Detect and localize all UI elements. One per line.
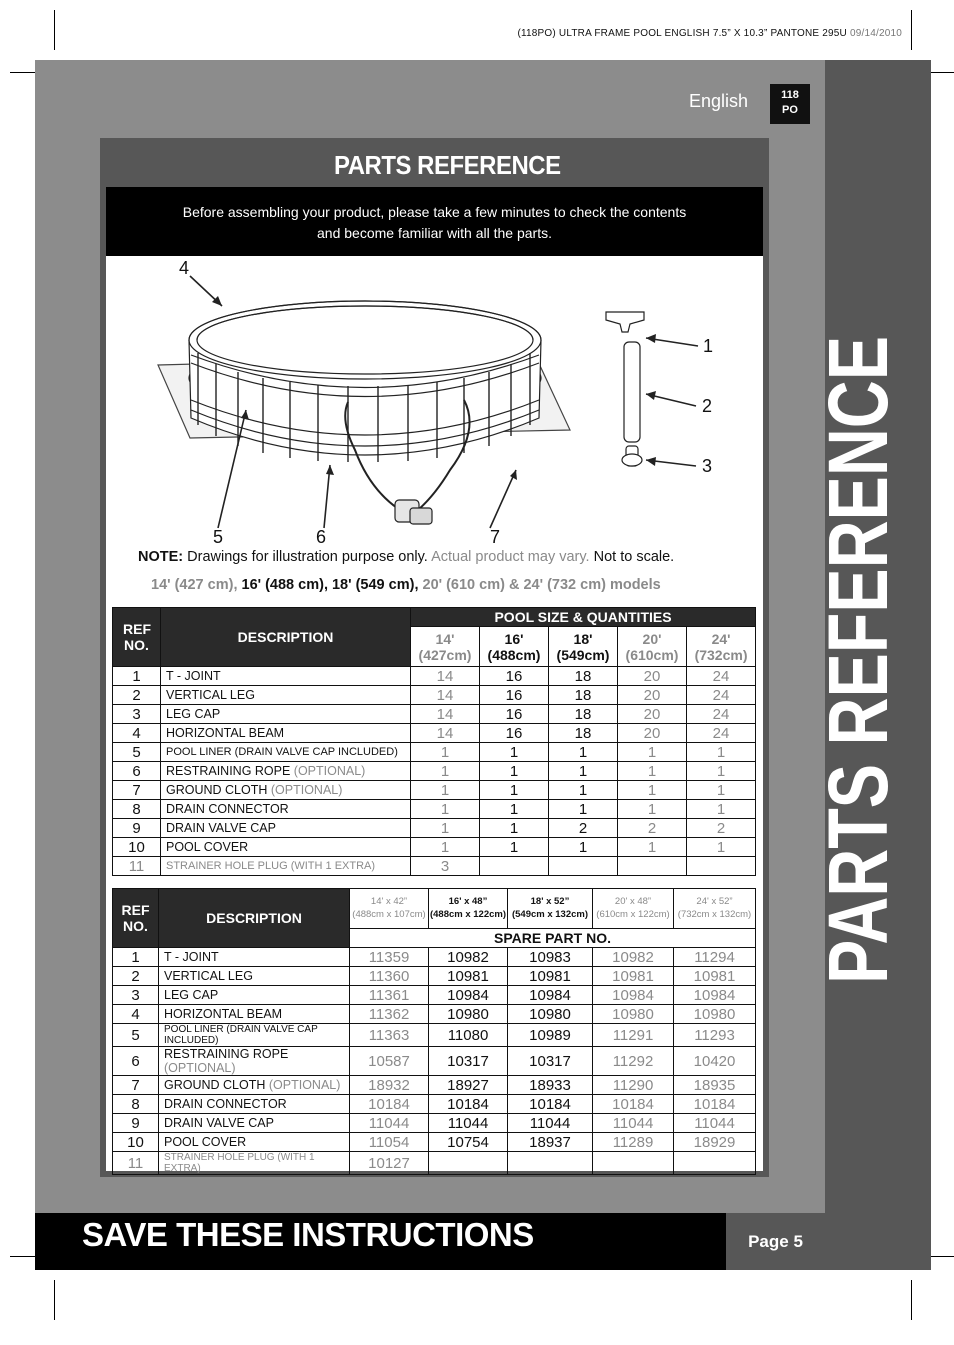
quantity-cell: 3 [411, 857, 480, 876]
models-line [151, 577, 661, 593]
intro-line-2: and become familiar with all the parts. [317, 225, 552, 241]
print-spec: (118PO) ULTRA FRAME POOL ENGLISH 7.5” X 10.3” PANTONE 295U [517, 28, 847, 39]
page-number: Page 5 [726, 1213, 825, 1270]
quantity-cell: 1 [549, 781, 618, 800]
quantity-cell: 1 [549, 800, 618, 819]
description-text: GROUND CLOTH [166, 783, 271, 797]
spare-size-header [350, 889, 429, 929]
part-number-cell: 18932 [350, 1076, 429, 1095]
quantity-cell: 1 [480, 781, 549, 800]
part-number-cell: 10317 [429, 1047, 508, 1076]
crop-mark [911, 10, 912, 50]
print-spec-header [517, 28, 902, 39]
quantity-cell: 1 [687, 838, 756, 857]
part-number-cell: 11044 [350, 1114, 429, 1133]
part-number-cell: 11289 [593, 1133, 674, 1152]
table-row [113, 857, 756, 876]
models-part-2: 16' (488 cm), 18' (549 cm), [241, 577, 423, 593]
table-row [113, 1076, 756, 1095]
qty-size-header: 18' (549cm) [549, 627, 618, 667]
quantity-cell: 1 [549, 838, 618, 857]
part-number-cell: 10317 [508, 1047, 593, 1076]
quantity-cell: 16 [480, 667, 549, 686]
quantity-cell: 14 [411, 705, 480, 724]
part-number-cell: 10982 [593, 948, 674, 967]
part-number-cell: 11294 [674, 948, 756, 967]
description-cell [161, 762, 411, 781]
description-cell [161, 667, 411, 686]
ref-cell: 5 [113, 1024, 159, 1047]
table-row [113, 1152, 756, 1175]
qty-desc-header: DESCRIPTION [161, 608, 411, 667]
part-number-cell: 10981 [429, 967, 508, 986]
quantity-cell: 1 [687, 743, 756, 762]
table-row [113, 1047, 756, 1076]
part-number-cell: 11044 [508, 1114, 593, 1133]
qty-size-header: 14' (427cm) [411, 627, 480, 667]
part-number-cell: 10184 [674, 1095, 756, 1114]
description-text: DRAIN CONNECTOR [166, 802, 289, 816]
ref-cell: 2 [113, 686, 161, 705]
quantity-cell: 1 [480, 743, 549, 762]
part-number-cell: 11359 [350, 948, 429, 967]
table-row [113, 819, 756, 838]
ref-cell: 6 [113, 762, 161, 781]
quantity-cell: 24 [687, 686, 756, 705]
description-text: VERTICAL LEG [164, 969, 253, 983]
quantity-cell: 1 [411, 781, 480, 800]
badge-line-1: 118 [781, 89, 799, 101]
ref-cell: 9 [113, 819, 161, 838]
side-bar [811, 60, 931, 1270]
quantity-cell: 1 [411, 743, 480, 762]
spare-part-header: SPARE PART NO. [350, 928, 756, 947]
quantity-cell: 1 [618, 781, 687, 800]
part-number-cell: 11044 [593, 1114, 674, 1133]
description-text: POOL LINER (DRAIN VALVE CAP INCLUDED) [166, 746, 398, 758]
description-cell [161, 743, 411, 762]
part-number-cell: 11362 [350, 1005, 429, 1024]
quantity-cell: 20 [618, 724, 687, 743]
spare-desc-header: DESCRIPTION [159, 889, 350, 948]
part-number-cell: 10980 [429, 1005, 508, 1024]
part-number-cell: 11363 [350, 1024, 429, 1047]
part-number-cell: 11044 [674, 1114, 756, 1133]
quantity-cell: 24 [687, 724, 756, 743]
quantity-cell: 24 [687, 705, 756, 724]
ref-cell: 8 [113, 1095, 159, 1114]
quantity-cell: 1 [618, 743, 687, 762]
note-label: NOTE: [138, 549, 184, 565]
quantity-cell: 20 [618, 667, 687, 686]
part-number-cell: 11054 [350, 1133, 429, 1152]
description-cell [159, 967, 350, 986]
table-row [113, 838, 756, 857]
ref-cell: 6 [113, 1047, 159, 1076]
quantity-cell: 20 [618, 686, 687, 705]
side-title-svg [811, 60, 931, 1270]
note-text-1: Drawings for illustration purpose only. [183, 549, 432, 565]
quantity-cell: 20 [618, 705, 687, 724]
description-cell [161, 819, 411, 838]
quantity-cell [687, 857, 756, 876]
quantity-cell: 14 [411, 667, 480, 686]
optional-label: (OPTIONAL) [164, 1061, 236, 1075]
part-number-cell: 10127 [350, 1152, 429, 1175]
part-number-cell: 10984 [508, 986, 593, 1005]
callout-1: 1 [703, 336, 714, 356]
ref-cell: 4 [113, 1005, 159, 1024]
table-row [113, 986, 756, 1005]
callout-2: 2 [702, 396, 713, 416]
spare-ref-header: REF NO. [113, 889, 159, 948]
quantity-cell [618, 857, 687, 876]
part-number-cell: 10980 [593, 1005, 674, 1024]
description-cell [161, 686, 411, 705]
t-joint-illustration [606, 312, 644, 332]
quantity-cell: 1 [687, 800, 756, 819]
spare-size-header [508, 889, 593, 929]
quantity-cell: 1 [480, 800, 549, 819]
table-row [113, 1095, 756, 1114]
part-number-cell: 10982 [429, 948, 508, 967]
part-number-cell: 10989 [508, 1024, 593, 1047]
description-text: LEG CAP [166, 707, 221, 721]
quantity-cell: 1 [411, 762, 480, 781]
quantity-cell: 1 [549, 743, 618, 762]
callout-5: 5 [213, 527, 224, 547]
table-row [113, 1114, 756, 1133]
description-cell [161, 838, 411, 857]
part-number-cell: 10587 [350, 1047, 429, 1076]
description-text: STRAINER HOLE PLUG (WITH 1 EXTRA) [164, 1152, 315, 1174]
description-text: DRAIN CONNECTOR [164, 1097, 287, 1111]
part-number-cell: 18927 [429, 1076, 508, 1095]
part-number-cell: 11293 [674, 1024, 756, 1047]
table-row [113, 1024, 756, 1047]
table-row [113, 762, 756, 781]
part-number-cell: 10184 [429, 1095, 508, 1114]
part-number-cell: 10184 [350, 1095, 429, 1114]
quantity-cell: 1 [411, 800, 480, 819]
ref-cell: 10 [113, 838, 161, 857]
table-row [113, 967, 756, 986]
part-number-cell: 10981 [508, 967, 593, 986]
table-row [113, 1133, 756, 1152]
part-number-cell: 10981 [593, 967, 674, 986]
pool-diagram [150, 260, 730, 550]
part-number-cell: 10980 [674, 1005, 756, 1024]
callout-4: 4 [179, 258, 190, 278]
quantity-cell: 2 [618, 819, 687, 838]
quantity-cell: 1 [480, 819, 549, 838]
quantity-cell: 2 [549, 819, 618, 838]
print-date: 09/14/2010 [849, 28, 902, 39]
spare-size-b: (549cm x 132cm) [511, 909, 589, 921]
ref-cell: 2 [113, 967, 159, 986]
description-cell [159, 948, 350, 967]
description-text: GROUND CLOTH [164, 1078, 269, 1092]
quantity-cell: 14 [411, 724, 480, 743]
models-part-1: 14' (427 cm), [151, 577, 242, 593]
quantity-cell: 1 [411, 819, 480, 838]
spare-size-a: 16' x 48” [448, 896, 488, 908]
part-number-cell: 10984 [593, 986, 674, 1005]
description-text: DRAIN VALVE CAP [164, 1116, 274, 1130]
spare-size-a: 20' x 48” [614, 896, 652, 908]
quantity-cell: 1 [480, 762, 549, 781]
footer-title: SAVE THESE INSTRUCTIONS [82, 1216, 534, 1253]
intro-line-1: Before assembling your product, please take a few minutes to check the contents [182, 204, 687, 220]
spare-size-a: 18' x 52” [530, 896, 570, 908]
spare-size-b: (732cm x 132cm) [677, 909, 752, 921]
badge-line-2: PO [782, 104, 798, 116]
quantity-cell: 24 [687, 667, 756, 686]
crop-mark [54, 1280, 55, 1320]
description-text: POOL COVER [166, 840, 249, 854]
optional-label: (OPTIONAL) [268, 1078, 341, 1092]
spare-size-a: 24' x 52” [696, 896, 733, 908]
optional-label: (OPTIONAL) [270, 783, 343, 797]
spare-size-header [674, 889, 756, 929]
description-text: HORIZONTAL BEAM [166, 726, 285, 740]
crop-mark [54, 10, 55, 50]
spare-size-b: (488cm x 107cm) [352, 909, 426, 921]
quantity-cell: 16 [480, 705, 549, 724]
callout-7: 7 [490, 527, 501, 547]
description-cell [161, 800, 411, 819]
ref-cell: 10 [113, 1133, 159, 1152]
optional-label: (OPTIONAL) [293, 764, 366, 778]
description-text: RESTRAINING ROPE [166, 764, 294, 778]
quantity-cell: 1 [687, 762, 756, 781]
ref-cell: 5 [113, 743, 161, 762]
part-number-cell [508, 1152, 593, 1175]
part-number-cell: 18935 [674, 1076, 756, 1095]
table-row [113, 705, 756, 724]
part-number-cell: 11290 [593, 1076, 674, 1095]
description-cell [159, 1024, 350, 1047]
quantity-cell: 1 [480, 838, 549, 857]
quantity-cell: 1 [618, 838, 687, 857]
ref-cell: 11 [113, 1152, 159, 1175]
spare-size-header [593, 889, 674, 929]
part-number-cell: 11080 [429, 1024, 508, 1047]
description-cell [161, 705, 411, 724]
table-row [113, 724, 756, 743]
part-number-cell: 10983 [508, 948, 593, 967]
quantity-cell: 16 [480, 724, 549, 743]
leg-cap-illustration [622, 454, 642, 466]
quantity-cell: 1 [618, 762, 687, 781]
description-cell [159, 1076, 350, 1095]
part-number-cell [593, 1152, 674, 1175]
description-cell [159, 1114, 350, 1133]
qty-size-header: 24' (732cm) [687, 627, 756, 667]
table-row [113, 667, 756, 686]
qty-ref-header: REF NO. [113, 608, 161, 667]
quantity-cell [549, 857, 618, 876]
illustration-note [138, 549, 674, 565]
quantity-cell: 18 [549, 686, 618, 705]
description-cell [161, 781, 411, 800]
vertical-leg-illustration [624, 342, 640, 466]
ref-cell: 8 [113, 800, 161, 819]
quantity-cell: 1 [618, 800, 687, 819]
quantity-table [112, 607, 756, 876]
quantity-cell: 18 [549, 667, 618, 686]
table-row [113, 800, 756, 819]
part-number-cell: 10981 [674, 967, 756, 986]
part-number-cell: 11361 [350, 986, 429, 1005]
callout-3: 3 [702, 456, 713, 476]
part-number-cell: 10420 [674, 1047, 756, 1076]
spare-size-b: (488cm x 122cm) [429, 909, 507, 921]
models-part-3: 20' (610 cm) & 24' (732 cm) models [422, 577, 661, 593]
language-label: English [689, 91, 749, 111]
description-cell [161, 724, 411, 743]
part-number-cell [674, 1152, 756, 1175]
description-text: HORIZONTAL BEAM [164, 1007, 283, 1021]
description-cell [161, 857, 411, 876]
ref-cell: 7 [113, 1076, 159, 1095]
part-number-cell: 10754 [429, 1133, 508, 1152]
part-number-cell: 11291 [593, 1024, 674, 1047]
qty-size-header: 16' (488cm) [480, 627, 549, 667]
callout-6: 6 [316, 527, 327, 547]
ref-cell: 11 [113, 857, 161, 876]
ref-cell: 1 [113, 948, 159, 967]
quantity-cell: 1 [549, 762, 618, 781]
description-cell [159, 1095, 350, 1114]
note-text-3: Not to scale. [589, 549, 675, 565]
description-cell [159, 1133, 350, 1152]
description-text: T - JOINT [166, 669, 221, 683]
spare-size-header [429, 889, 508, 929]
table-row [113, 743, 756, 762]
quantity-cell: 18 [549, 724, 618, 743]
quantity-cell: 16 [480, 686, 549, 705]
part-number-cell: 18929 [674, 1133, 756, 1152]
table-row [113, 948, 756, 967]
ref-cell: 7 [113, 781, 161, 800]
description-text: DRAIN VALVE CAP [166, 821, 276, 835]
part-number-cell: 10980 [508, 1005, 593, 1024]
intro-box [106, 187, 763, 256]
spare-size-a: 14' x 42” [370, 896, 408, 908]
qty-group-header: POOL SIZE & QUANTITIES [411, 608, 756, 627]
ref-cell: 3 [113, 986, 159, 1005]
quantity-cell [480, 857, 549, 876]
quantity-cell: 18 [549, 705, 618, 724]
description-cell [159, 1047, 350, 1076]
description-text: LEG CAP [164, 988, 219, 1002]
spare-parts-table [112, 888, 756, 1175]
part-number-cell: 18933 [508, 1076, 593, 1095]
table-row [113, 781, 756, 800]
table-row [113, 1005, 756, 1024]
part-number-cell: 10984 [429, 986, 508, 1005]
description-text: VERTICAL LEG [166, 688, 255, 702]
crop-mark [911, 1280, 912, 1320]
note-text-2: Actual product may vary. [431, 549, 590, 565]
quantity-cell: 14 [411, 686, 480, 705]
spare-size-b: (610cm x 122cm) [596, 909, 670, 921]
description-text: T - JOINT [164, 950, 219, 964]
quantity-cell: 1 [411, 838, 480, 857]
quantity-cell: 1 [687, 781, 756, 800]
description-text: POOL COVER [164, 1135, 247, 1149]
side-title: PARTS REFERENCE [811, 164, 905, 984]
description-cell [159, 1152, 350, 1175]
part-number-cell: 18937 [508, 1133, 593, 1152]
description-text: POOL LINER (DRAIN VALVE CAP INCLUDED) [164, 1024, 318, 1046]
part-number-cell [429, 1152, 508, 1175]
model-badge [770, 84, 810, 124]
ref-cell: 9 [113, 1114, 159, 1133]
description-text: STRAINER HOLE PLUG (WITH 1 EXTRA) [166, 860, 376, 872]
description-cell [159, 986, 350, 1005]
table-row [113, 686, 756, 705]
part-number-cell: 10184 [593, 1095, 674, 1114]
ref-cell: 3 [113, 705, 161, 724]
ref-cell: 1 [113, 667, 161, 686]
qty-size-header: 20' (610cm) [618, 627, 687, 667]
page-title: PARTS REFERENCE [334, 150, 561, 180]
description-cell [159, 1005, 350, 1024]
part-number-cell: 11360 [350, 967, 429, 986]
part-number-cell: 10184 [508, 1095, 593, 1114]
part-number-cell: 10984 [674, 986, 756, 1005]
quantity-cell: 2 [687, 819, 756, 838]
description-text: RESTRAINING ROPE [164, 1047, 289, 1061]
ref-cell: 4 [113, 724, 161, 743]
part-number-cell: 11044 [429, 1114, 508, 1133]
part-number-cell: 11292 [593, 1047, 674, 1076]
